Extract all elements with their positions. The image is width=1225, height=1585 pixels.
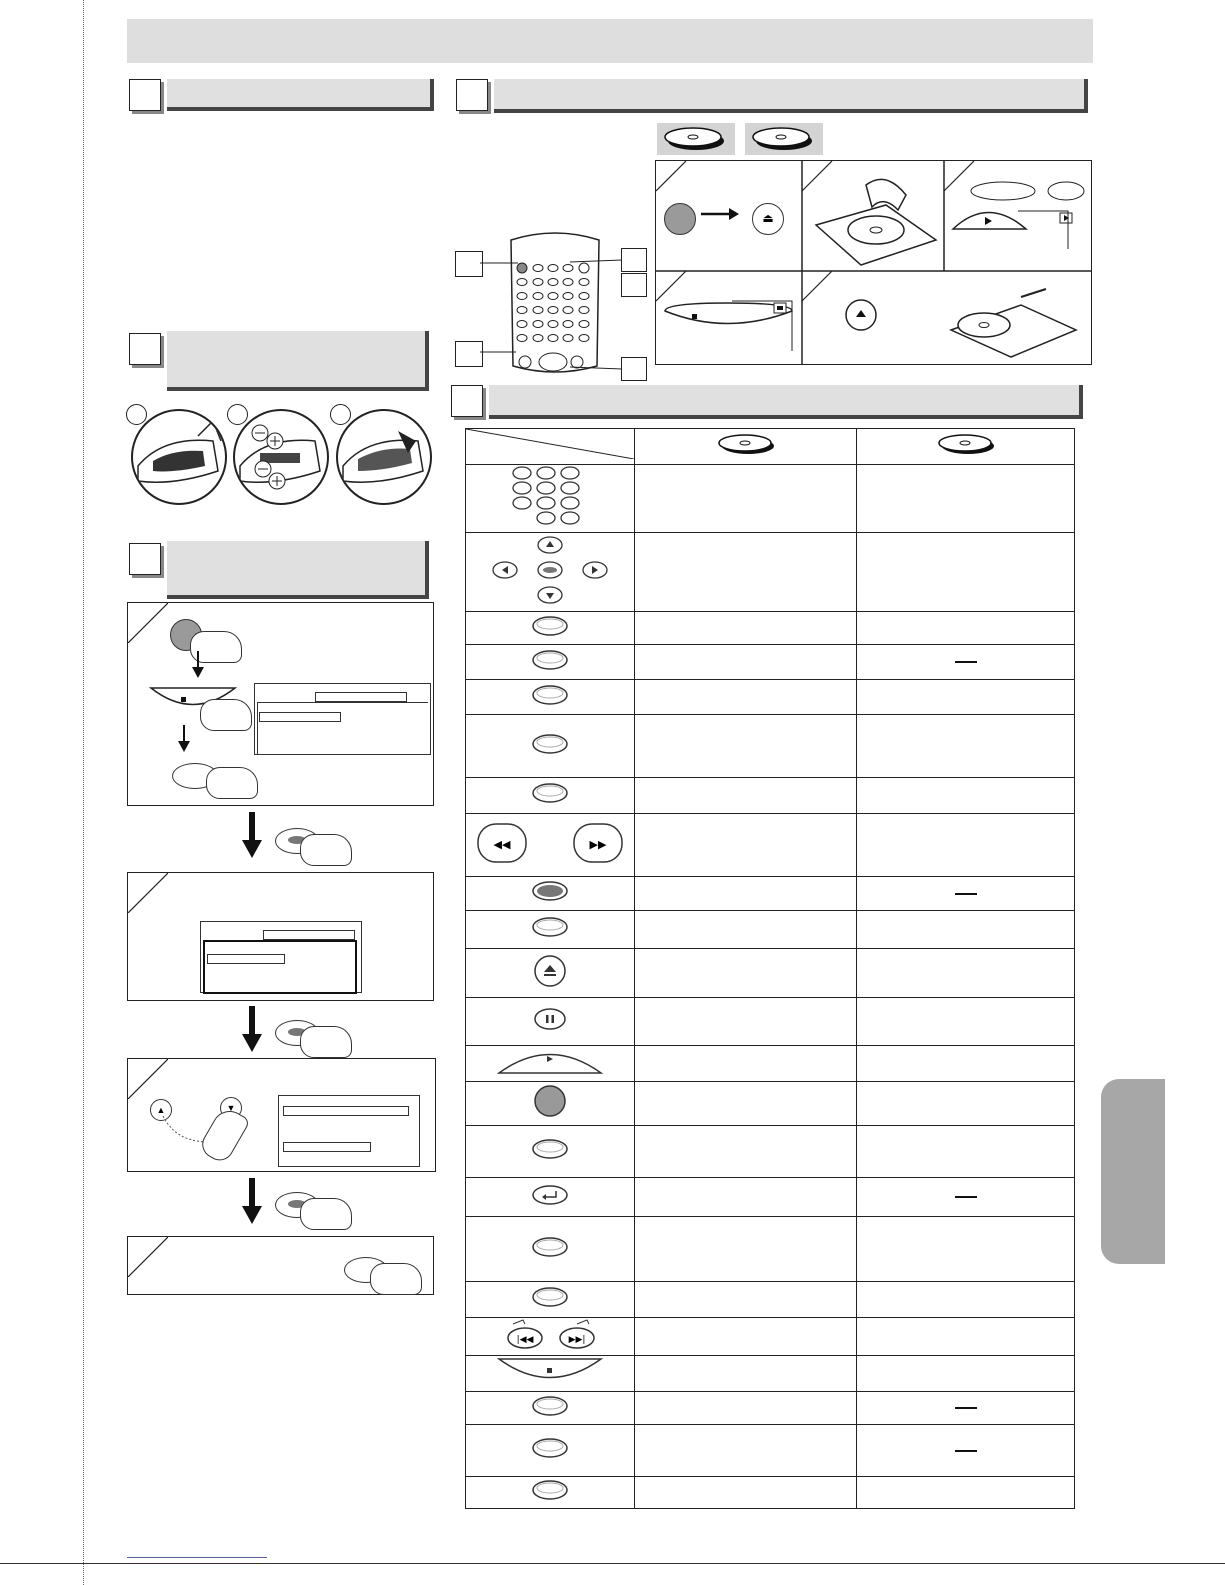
cd-function-cell <box>857 645 1075 680</box>
button-cell <box>466 949 635 998</box>
table-row <box>466 1356 1075 1392</box>
battery-step-3-number <box>330 404 351 425</box>
arrow-down-icon <box>174 725 194 753</box>
button-cell <box>466 680 635 715</box>
dvd-function-cell <box>635 1318 857 1356</box>
cd-function-cell <box>857 680 1075 715</box>
button-icon <box>530 1138 570 1160</box>
hand-icon <box>206 767 258 799</box>
cd-function-cell <box>857 949 1075 998</box>
dvd-function-cell <box>635 533 857 612</box>
dvd-function-cell <box>635 1477 857 1509</box>
remote-callout-leader-lines <box>480 255 622 377</box>
battery-step-2-number <box>227 404 248 425</box>
button-cell <box>466 998 635 1046</box>
button-cell <box>466 911 635 949</box>
button-reference-table <box>465 428 1075 1509</box>
cd-function-cell <box>857 911 1075 949</box>
step-corner-mark <box>128 873 168 913</box>
button-icon <box>530 880 570 902</box>
button-cell <box>466 1356 635 1392</box>
play-button-illustration <box>948 171 1088 269</box>
button-icon <box>530 615 570 637</box>
dvd-function-cell <box>635 612 857 645</box>
up-arrow-button-illustration: ▲ <box>150 1099 172 1121</box>
hand-icon <box>300 1026 352 1058</box>
battery-step-3-illustration <box>336 409 432 505</box>
table-row <box>466 1217 1075 1282</box>
cd-function-cell <box>857 715 1075 778</box>
button-icon <box>530 1395 570 1417</box>
dvd-function-cell <box>635 1178 857 1217</box>
table-row <box>466 998 1075 1046</box>
tv-menu-screen <box>200 921 362 993</box>
section-b-number <box>456 79 488 111</box>
remote-callout-1 <box>455 251 483 277</box>
open-close-button-illustration: ⏏ <box>752 203 784 235</box>
battery-step-1-number <box>126 404 147 425</box>
disc-eject-illustration <box>806 275 1088 361</box>
down-arrow-button-illustration: ▼ <box>220 1097 242 1119</box>
table-body <box>466 465 1075 1509</box>
battery-step-2-illustration <box>233 409 329 505</box>
cd-function-cell <box>857 1126 1075 1178</box>
section-d-title-bar <box>167 541 429 599</box>
step-corner-mark <box>128 1237 168 1277</box>
dvd-function-cell <box>635 645 857 680</box>
button-icon <box>530 733 570 755</box>
table-row <box>466 949 1075 998</box>
not-applicable-dash <box>955 893 977 895</box>
menu-highlight <box>259 712 341 722</box>
power-button-illustration <box>664 203 696 235</box>
table-row <box>466 1282 1075 1318</box>
cd-function-cell <box>857 1046 1075 1082</box>
dvd-disc-icon <box>701 431 791 457</box>
flow-arrow-down-icon <box>242 1034 262 1052</box>
table-row <box>466 465 1075 533</box>
stop-button-illustration <box>662 281 800 361</box>
dvd-function-cell <box>635 814 857 877</box>
return-button-icon <box>530 1184 570 1206</box>
cd-function-cell <box>857 1392 1075 1425</box>
table-row <box>466 1425 1075 1477</box>
dvd-function-cell <box>635 778 857 814</box>
tv-menu-screen <box>278 1095 420 1167</box>
button-cell <box>466 1082 635 1126</box>
table-row <box>466 533 1075 612</box>
tv-menu-screen <box>254 683 431 755</box>
table-row <box>466 645 1075 680</box>
battery-step-1-illustration <box>131 409 227 505</box>
menu-option <box>283 1142 371 1152</box>
dvd-function-cell <box>635 1046 857 1082</box>
cd-function-cell <box>857 814 1075 877</box>
remote-callout-5 <box>621 357 647 381</box>
setup-step-3-panel <box>127 1058 436 1172</box>
svg-text:▶▶: ▶▶ <box>589 837 607 851</box>
cd-function-cell <box>857 1282 1075 1318</box>
open-close-button-icon <box>530 953 570 989</box>
hand-icon <box>370 1263 422 1295</box>
cd-function-cell <box>857 1356 1075 1392</box>
table-row <box>466 778 1075 814</box>
dvd-function-cell <box>635 1282 857 1318</box>
button-icon <box>530 1236 570 1258</box>
dvd-function-cell <box>635 1217 857 1282</box>
not-applicable-dash <box>955 1196 977 1198</box>
section-c-number <box>129 333 161 365</box>
cd-column-header <box>857 429 1075 465</box>
svg-text:◀◀: ◀◀ <box>493 837 511 851</box>
menu-title-bar <box>315 692 407 702</box>
table-row <box>466 1392 1075 1425</box>
button-cell <box>466 1178 635 1217</box>
table-corner-cell <box>466 429 635 465</box>
button-cell <box>466 1046 635 1082</box>
table-row <box>466 1046 1075 1082</box>
button-cell <box>466 1126 635 1178</box>
setup-step-1-panel <box>127 602 434 806</box>
table-row <box>466 715 1075 778</box>
cd-function-cell <box>857 998 1075 1046</box>
cd-function-cell <box>857 1217 1075 1282</box>
menu-body <box>257 702 428 755</box>
table-row <box>466 680 1075 715</box>
stop-button-icon <box>495 1356 605 1386</box>
section-d-number <box>129 543 161 575</box>
cd-function-cell <box>857 533 1075 612</box>
dvd-function-cell <box>635 911 857 949</box>
button-icon <box>530 782 570 804</box>
section-c-title-bar <box>167 331 429 391</box>
cd-function-cell <box>857 1178 1075 1217</box>
remote-callout-4 <box>455 341 483 367</box>
button-icon <box>530 1437 570 1459</box>
margin-dotted-line <box>83 0 84 1585</box>
number-buttons-icon <box>500 465 600 527</box>
dvd-disc-icon <box>657 123 735 155</box>
table-row <box>466 814 1075 877</box>
button-icon <box>530 1479 570 1501</box>
table-row <box>466 1126 1075 1178</box>
search-buttons-icon <box>475 820 625 866</box>
button-cell <box>466 1425 635 1477</box>
flow-arrow-shaft <box>249 812 255 842</box>
cd-function-cell <box>857 1318 1075 1356</box>
menu-option-highlight <box>283 1106 409 1116</box>
button-cell <box>466 1392 635 1425</box>
button-cell <box>466 1217 635 1282</box>
dvd-function-cell <box>635 680 857 715</box>
play-button-icon <box>495 1046 605 1076</box>
disc-playback-panels <box>655 160 1092 365</box>
table-row <box>466 1082 1075 1126</box>
setup-step-4-panel <box>127 1236 434 1295</box>
diagonal-line <box>466 429 634 459</box>
dvd-function-cell <box>635 877 857 911</box>
page-bottom-rule <box>0 1563 1225 1564</box>
cd-disc-icon <box>745 123 823 155</box>
arrow-right-icon <box>701 206 741 226</box>
section-a-title-bar <box>167 79 434 111</box>
disc-tray-insert-illustration <box>806 165 942 269</box>
button-cell <box>466 645 635 680</box>
dvd-function-cell <box>635 1082 857 1126</box>
pause-button-icon <box>530 1006 570 1032</box>
step-corner-mark <box>128 1059 168 1099</box>
button-icon <box>530 916 570 938</box>
button-cell <box>466 1318 635 1356</box>
flow-arrow-shaft <box>249 1178 255 1208</box>
table-row <box>466 612 1075 645</box>
side-index-tab <box>1101 1079 1165 1264</box>
setup-step-2-panel <box>127 872 434 1001</box>
dvd-function-cell <box>635 1126 857 1178</box>
button-cell <box>466 612 635 645</box>
dvd-function-cell <box>635 949 857 998</box>
table-row <box>466 1178 1075 1217</box>
dvd-column-header <box>635 429 857 465</box>
not-applicable-dash <box>955 1450 977 1452</box>
cd-function-cell <box>857 877 1075 911</box>
dvd-function-cell <box>635 1356 857 1392</box>
dvd-function-cell <box>635 465 857 533</box>
menu-highlight <box>207 954 285 964</box>
dvd-function-cell <box>635 998 857 1046</box>
page-footer-link-line <box>127 1557 267 1558</box>
cd-function-cell <box>857 1425 1075 1477</box>
dvd-function-cell <box>635 715 857 778</box>
not-applicable-dash <box>955 1407 977 1409</box>
power-button-icon <box>530 1084 570 1118</box>
table-row <box>466 1477 1075 1509</box>
button-cell <box>466 1282 635 1318</box>
section-a-number <box>129 79 161 111</box>
cd-function-cell <box>857 465 1075 533</box>
dvd-disc-badge <box>657 123 735 155</box>
button-cell <box>466 1477 635 1509</box>
hand-icon <box>200 699 252 731</box>
remote-callout-3 <box>621 273 647 297</box>
button-cell <box>466 877 635 911</box>
table-row <box>466 1318 1075 1356</box>
button-cell <box>466 814 635 877</box>
section-b-title-bar <box>494 79 1088 113</box>
cd-disc-badge <box>745 123 823 155</box>
cd-disc-icon <box>921 431 1011 457</box>
dvd-function-cell <box>635 1425 857 1477</box>
step-corner-mark <box>128 603 168 643</box>
table-row <box>466 877 1075 911</box>
cd-function-cell <box>857 612 1075 645</box>
button-icon <box>530 684 570 706</box>
cd-function-cell <box>857 1477 1075 1509</box>
button-cell <box>466 533 635 612</box>
not-applicable-dash <box>955 661 977 663</box>
cursor-buttons-icon <box>480 535 620 605</box>
svg-text:▶▶|: ▶▶| <box>568 1335 586 1345</box>
cd-function-cell <box>857 778 1075 814</box>
remote-callout-2 <box>621 248 647 272</box>
table-header-row <box>466 429 1075 465</box>
dvd-function-cell <box>635 1392 857 1425</box>
section-e-title-bar <box>489 385 1083 419</box>
page-header-bar <box>127 19 1093 63</box>
cd-function-cell <box>857 1082 1075 1126</box>
hand-icon <box>300 1198 352 1230</box>
menu-body-selected <box>203 940 357 994</box>
flow-arrow-down-icon <box>242 1206 262 1224</box>
flow-arrow-down-icon <box>242 840 262 858</box>
button-cell <box>466 465 635 533</box>
flow-arrow-shaft <box>249 1006 255 1036</box>
section-e-number <box>451 385 483 417</box>
hand-icon <box>300 834 352 866</box>
svg-text:|◀◀: |◀◀ <box>516 1335 534 1345</box>
button-cell <box>466 715 635 778</box>
table-row <box>466 911 1075 949</box>
arrow-down-icon <box>188 651 208 679</box>
button-icon <box>530 1286 570 1308</box>
skip-buttons-icon <box>495 1318 605 1350</box>
button-cell <box>466 778 635 814</box>
menu-title-bar <box>263 930 355 940</box>
button-icon <box>530 649 570 671</box>
